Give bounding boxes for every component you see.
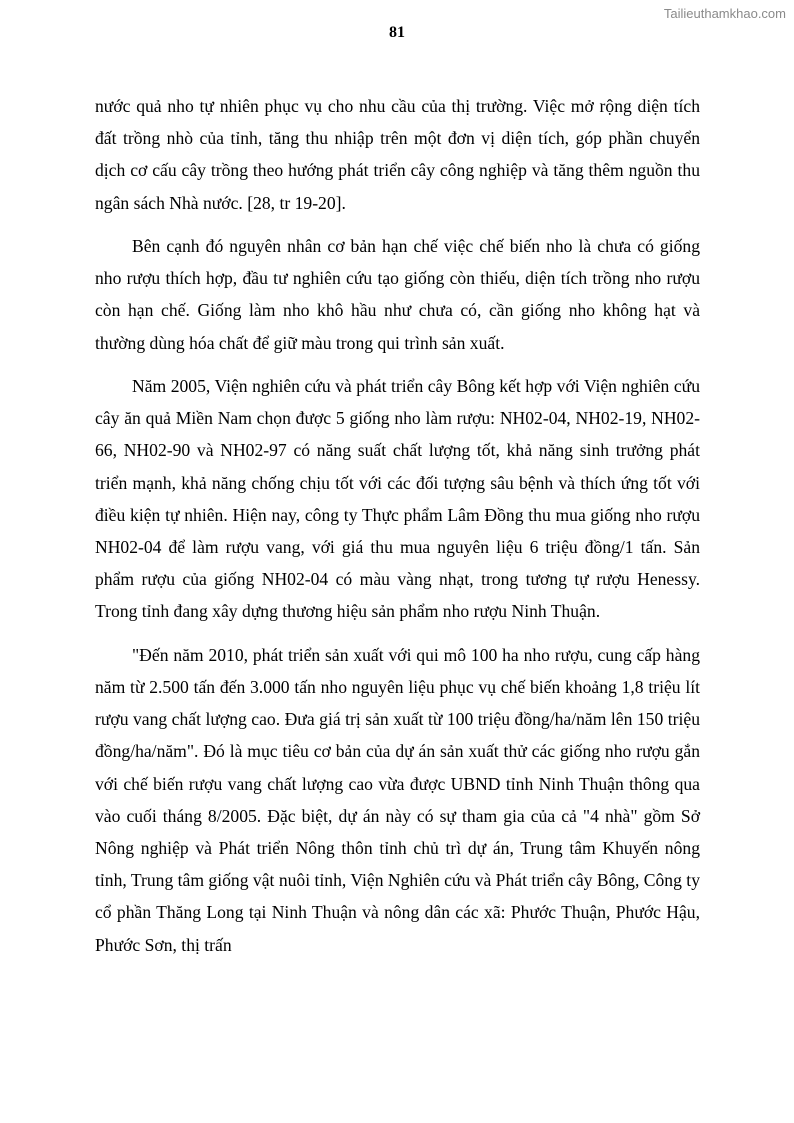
document-body: [95, 90, 700, 972]
paragraph-4: "Đến năm 2010, phát triển sản xuất với qui mô 100 ha nho rượu, cung cấp hàng năm từ 2.500 tấn đến 3.000 tấn nho nguyên liệu phục vụ chế biến khoảng 1,8 triệu lít rượu vang chất lượng cao. Đưa giá trị sản xuất từ 100 triệu đồng/ha/năm lên 150 triệu đồng/ha/năm". Đó là mục tiêu cơ bản của dự án sản xuất thử các giống nho rượu gắn với chế biến rượu vang chất lượng cao vừa được UBND tỉnh Ninh Thuận thông qua vào cuối tháng 8/2005. Đặc biệt, dự án này có sự tham gia của cả "4 nhà" gồm Sở Nông nghiệp và Phát triển Nông thôn tỉnh chủ trì dự án, Trung tâm Khuyến nông tỉnh, Trung tâm giống vật nuôi tỉnh, Viện Nghiên cứu và Phát triển cây Bông, Công ty cổ phần Thăng Long tại Ninh Thuận và nông dân các xã: Phước Thuận, Phước Hậu, Phước Sơn, thị trấn: [95, 644, 700, 955]
paragraph-1: nước quả nho tự nhiên phục vụ cho nhu cầu của thị trường. Việc mở rộng diện tích đất trồng nhò của tỉnh, tăng thu nhiập trên một đơn vị diện tích, góp phần chuyển dịch cơ cấu cây trồng theo hướng phát triển cây công nghiệp và tăng thêm nguồn thu ngân sách Nhà nước. [28, tr 19-20].: [95, 96, 700, 213]
watermark: Tailieuthamkhao.com: [663, 6, 786, 21]
page-number: 81: [389, 24, 405, 41]
paragraph-3: Năm 2005, Viện nghiên cứu và phát triển cây Bông kết hợp với Viện nghiên cứu cây ăn quả Miền Nam chọn được 5 giống nho làm rượu: NH02-04, NH02-19, NH02-66, NH02-90 và NH02-97 có năng suất chất lượng tốt, khả năng sinh trưởng phát triển mạnh, khả năng chống chịu tốt với các đối tượng sâu bệnh và thích ứng tốt với điều kiện tự nhiên. Hiện nay, công ty Thực phẩm Lâm Đồng thu mua giống nho rượu NH02-04 để làm rượu vang, với giá thu mua nguyên liệu 6 triệu đồng/1 tấn. Sản phẩm rượu của giống NH02-04 có màu vàng nhạt, trong tương tự rượu Henessy. Trong tỉnh đang xây dựng thương hiệu sản phẩm nho rượu Ninh Thuận.: [95, 376, 700, 622]
paragraph-2: Bên cạnh đó nguyên nhân cơ bản hạn chế việc chế biến nho là chưa có giống nho rượu thích hợp, đầu tư nghiên cứu tạo giống còn thiếu, diện tích trồng nho rượu còn hạn chế. Giống làm nho khô hầu như chưa có, cần giống nho không hạt và thường dùng hóa chất để giữ màu trong qui trình sản xuất.: [95, 236, 700, 353]
